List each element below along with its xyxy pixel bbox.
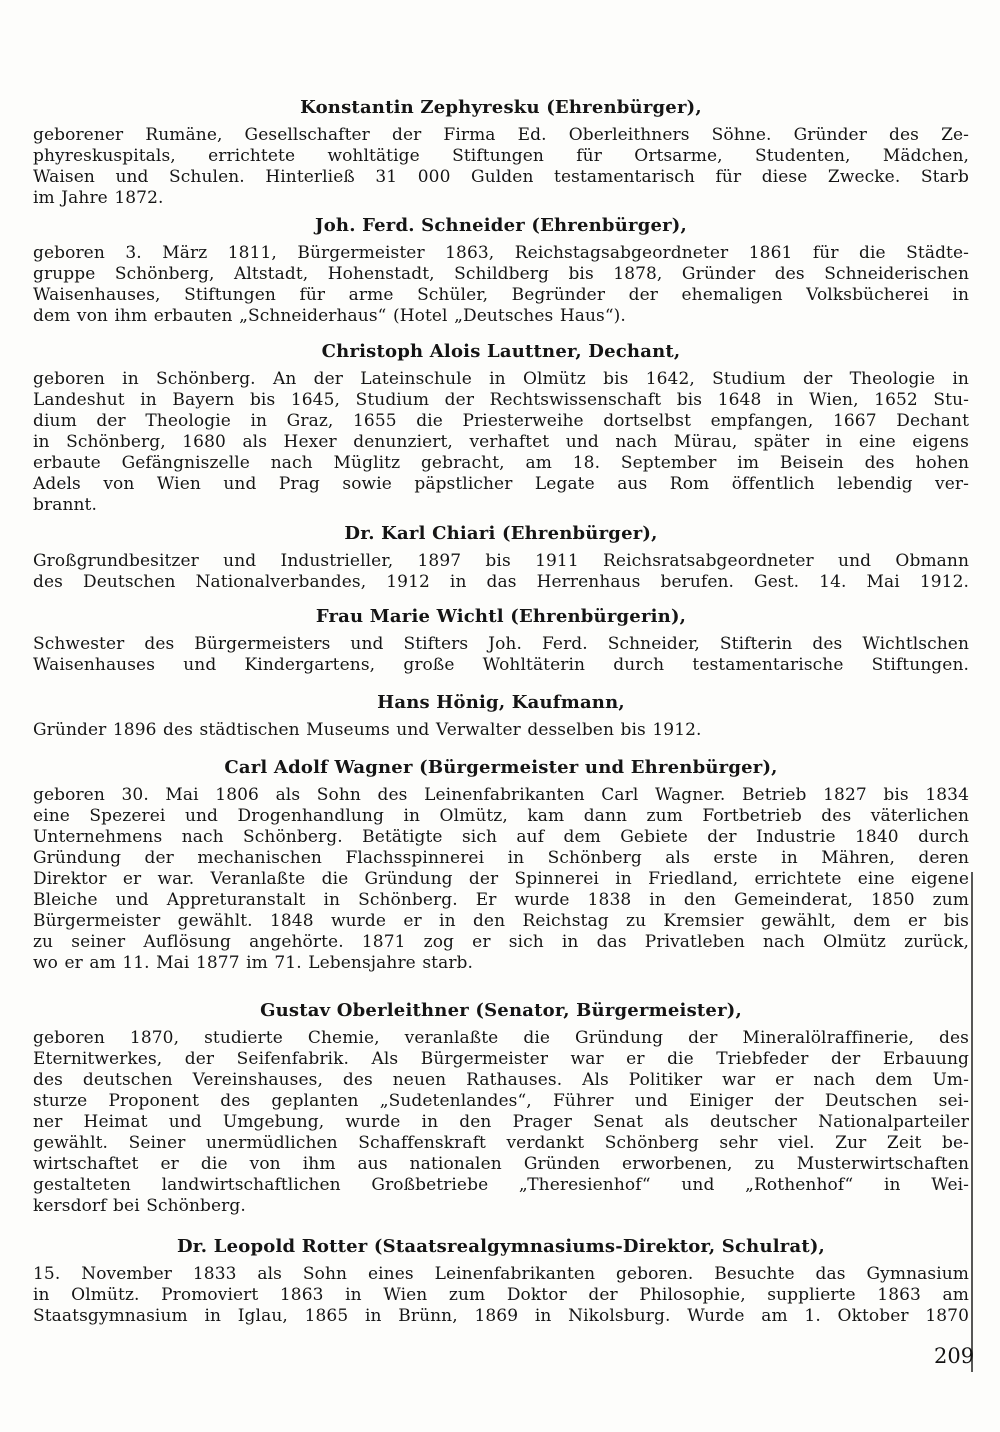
section-heading: Dr. Leopold Rotter (Staatsrealgymnasiums-Direktor, Schulrat), [176,1236,826,1257]
paragraph-line: Direktor er war. Veranlaßte die Gründung der Spinnerei in Friedland, errichtete eine eigene [33,869,969,889]
paragraph-line: geborener Rumäne, Gesellschafter der Firma Ed. Oberleithners Söhne. Gründer des Ze- [33,125,969,145]
paragraph-line: im Jahre 1872. [33,188,164,208]
paragraph-line: Gründer 1896 des städtischen Museums und Verwalter desselben bis 1912. [33,720,702,740]
biography-section [33,1236,969,1327]
biography-section [33,97,969,209]
paragraph-line: Waisenhauses und Kindergartens, große Wohltäterin durch testamentarische Stiftungen. [33,655,969,675]
paragraph-line: Eternitwerkes, der Seifenfabrik. Als Bürgermeister war er die Triebfeder der Erbauung [33,1049,969,1069]
paragraph-line: Großgrundbesitzer und Industrieller, 1897 bis 1911 Reichsratsabgeordneter und Obmann [33,551,969,571]
text-column [33,97,969,1327]
paragraph-line: geboren 3. März 1811, Bürgermeister 1863, Reichstagsabgeordneter 1861 für die Städte- [33,243,969,263]
paragraph-line: wo er am 11. Mai 1877 im 71. Lebensjahre starb. [33,953,474,973]
paragraph-line: gruppe Schönberg, Altstadt, Hohenstadt, Schildberg bis 1878, Gründer des Schneiderischen [33,264,969,284]
section-heading: Joh. Ferd. Schneider (Ehrenbürger), [314,215,687,236]
paragraph-line: zu seiner Auflösung angehörte. 1871 zog er sich in das Privatleben nach Olmütz zurück, [33,932,969,952]
biography-section [33,1000,969,1217]
paragraph-line: Waisenhauses, Stiftungen für arme Schüler, Begründer der ehemaligen Volksbücherei in [33,285,969,305]
paragraph-line: gewählt. Seiner unermüdlichen Schaffenskraft verdankt Schönberg sehr viel. Zur Zeit be- [33,1133,969,1153]
paragraph-line: Bürgermeister gewählt. 1848 wurde er in den Reichstag zu Kremsier gewählt, dem er bis [33,911,969,931]
paragraph-line: Unternehmens nach Schönberg. Betätigte sich auf dem Gebiete der Industrie 1840 durch [33,827,969,847]
biography-section [33,341,969,516]
paragraph-line: in Olmütz. Promoviert 1863 in Wien zum Doktor der Philosophie, supplierte 1863 am [33,1285,969,1305]
paragraph-line: wirtschaftet er die von ihm aus nationalen Gründen erworbenen, zu Musterwirtschaften [33,1154,969,1174]
paragraph-line: in Schönberg, 1680 als Hexer denunziert, verhaftet und nach Mürau, später in eine eigens [33,432,969,452]
paragraph-line: Landeshut in Bayern bis 1645, Studium der Rechtswissenschaft bis 1648 in Wien, 1652 Stu- [33,390,969,410]
paragraph-line: des deutschen Vereinshauses, des neuen Rathauses. Als Politiker war er nach dem Um- [33,1070,969,1090]
biography-section [33,757,969,974]
paragraph-line: geboren 30. Mai 1806 als Sohn des Leinenfabrikanten Carl Wagner. Betrieb 1827 bis 1834 [33,785,969,805]
page-edge-scan-line [971,872,973,1372]
section-heading: Frau Marie Wichtl (Ehrenbürgerin), [315,606,687,627]
biography-section [33,606,969,676]
paragraph-line: dium der Theologie in Graz, 1655 die Priesterweihe dortselbst empfangen, 1667 Dechant [33,411,969,431]
paragraph-line: erbaute Gefängniszelle nach Müglitz gebracht, am 18. September im Beisein des hohen [33,453,969,473]
paragraph-line: Schwester des Bürgermeisters und Stifters Joh. Ferd. Schneider, Stifterin des Wichtlschen [33,634,969,654]
paragraph-line: brannt. [33,495,97,515]
paragraph-line: Staatsgymnasium in Iglau, 1865 in Brünn, 1869 in Nikolsburg. Wurde am 1. Oktober 1870 [33,1306,969,1326]
section-heading: Gustav Oberleithner (Senator, Bürgermeister), [260,1000,742,1021]
biography-section [33,523,969,593]
paragraph-line: 15. November 1833 als Sohn eines Leinenfabrikanten geboren. Besuchte das Gymnasium [33,1264,969,1284]
paragraph-line: Waisen und Schulen. Hinterließ 31 000 Gulden testamentarisch für diese Zwecke. Starb [33,167,969,187]
paragraph-line: eine Spezerei und Drogenhandlung in Olmütz, kam dann zum Fortbetrieb des väterlichen [33,806,969,826]
paragraph-line: sturze Proponent des geplanten „Sudetenlandes“, Führer und Einiger der Deutschen sei- [33,1091,969,1111]
section-heading: Konstantin Zephyresku (Ehrenbürger), [300,97,702,118]
biography-section [33,692,969,741]
paragraph-line: dem von ihm erbauten „Schneiderhaus“ (Hotel „Deutsches Haus“). [33,306,626,326]
paragraph-line: geboren in Schönberg. An der Lateinschule in Olmütz bis 1642, Studium der Theologie in [33,369,969,389]
paragraph-line: geboren 1870, studierte Chemie, veranlaßte die Gründung der Mineralölraffinerie, des [33,1028,969,1048]
paragraph-line: gestalteten landwirtschaftlichen Großbetriebe „Theresienhof“ und „Rothenhof“ in Wei- [33,1175,969,1195]
section-heading: Carl Adolf Wagner (Bürgermeister und Ehrenbürger), [224,757,778,778]
paragraph-line: Bleiche und Appreturanstalt in Schönberg. Er wurde 1838 in den Gemeinderat, 1850 zum [33,890,969,910]
section-heading: Christoph Alois Lauttner, Dechant, [321,341,681,362]
paragraph-line: Adels von Wien und Prag sowie päpstlicher Legate aus Rom öffentlich lebendig ver- [33,474,969,494]
paragraph-line: des Deutschen Nationalverbandes, 1912 in das Herrenhaus berufen. Gest. 14. Mai 1912. [33,572,969,592]
paragraph-line: phyreskuspitals, errichtete wohltätige Stiftungen für Ortsarme, Studenten, Mädchen, [33,146,969,166]
section-heading: Dr. Karl Chiari (Ehrenbürger), [344,523,658,544]
paragraph-line: kersdorf bei Schönberg. [33,1196,246,1216]
paragraph-line: ner Heimat und Umgebung, wurde in den Prager Senat als deutscher Nationalparteiler [33,1112,969,1132]
page-number: 209 [934,1344,975,1368]
section-heading: Hans Hönig, Kaufmann, [377,692,625,713]
paragraph-line: Gründung der mechanischen Flachsspinnerei in Schönberg als erste in Mähren, deren [33,848,969,868]
biography-section [33,215,969,327]
